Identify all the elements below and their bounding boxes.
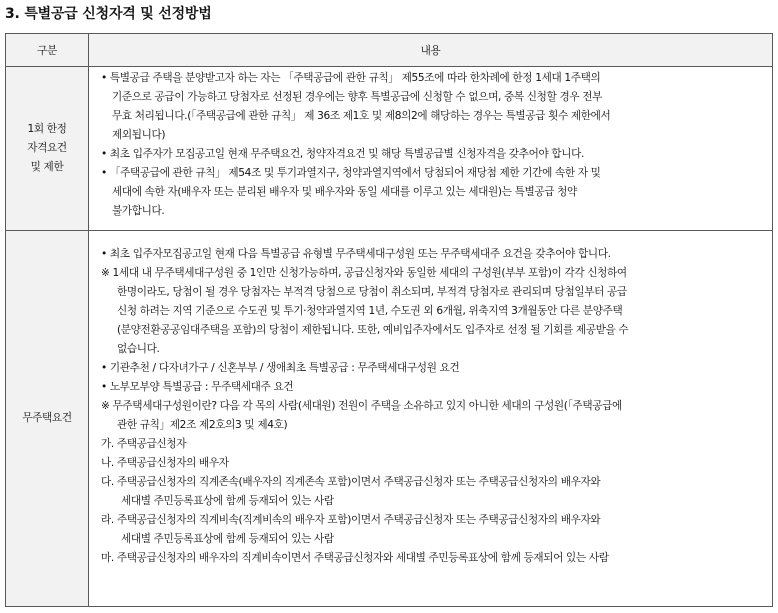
section-title: 3. 특별공급 신청자격 및 선정방법 — [5, 6, 212, 22]
content-line: 관한 규칙」제2조 제2호의3 및 제4호) — [117, 419, 288, 431]
header-row — [6, 34, 773, 67]
content-line: • 노부모부양 특별공급 : 무주택세대주 요건 — [101, 381, 294, 393]
content-line: • 「주택공급에 관한 규칙」 제54조 및 투기과열지구, 청약과열지역에서 당첨되어 재당첨 제한 기간에 속한 자 및 — [101, 167, 601, 179]
content-line: 가. 주택공급신청자 — [101, 438, 187, 450]
row-label-line: 및 제한 — [30, 161, 64, 173]
content-line: 신청 하려는 지역 기준으로 수도권 및 투기·청약과열지역 1년, 수도권 외 6개월, 위축지역 3개월동안 다른 분양주택 — [117, 305, 623, 317]
content-line: 나. 주택공급신청자의 배우자 — [101, 457, 229, 469]
header-category: 구분 — [6, 34, 89, 67]
content-line: 무효 처리됩니다.(「주택공급에 관한 규칙」 제 36조 제1호 및 제8의2에 해당하는 경우는 특별공급 횟수 제한에서 — [112, 110, 611, 122]
row-label-line: 자격요건 — [27, 142, 67, 154]
content-line: • 기관추천 / 다자녀가구 / 신혼부부 / 생애최초 특별공급 : 무주택세대구성원 요건 — [101, 362, 460, 374]
row-label-line: 1회 한정 — [27, 123, 67, 135]
row-label-cell — [6, 231, 89, 607]
content-line: 기준으로 공급이 가능하고 당첨자로 선정된 경우에는 향후 특별공급에 신청할 수 없으며, 중복 신청할 경우 전부 — [112, 91, 603, 103]
content-line: 라. 주택공급신청자의 직계비속(직계비속의 배우자 포함)이면서 주택공급신청자 또는 주택공급신청자의 배우자와 — [101, 514, 601, 526]
row-content-cell — [89, 231, 773, 607]
content-line: ※ 무주택세대구성원이란? 다음 각 목의 사람(세대원) 전원이 주택을 소유하고 있지 아니한 세대의 구성원(「주택공급에 — [101, 400, 622, 412]
content-line: 다. 주택공급신청자의 직계존속(배우자의 직계존속 포함)이면서 주택공급신청자 또는 주택공급신청자의 배우자와 — [101, 476, 601, 488]
table-row — [6, 67, 773, 231]
content-line: • 최초 입주자가 모집공고일 현재 무주택요건, 청약자격요건 및 해당 특별공급별 신청자격을 갖추어야 합니다. — [101, 148, 585, 160]
content-line: • 최초 입주자모집공고일 현재 다음 특별공급 유형별 무주택세대구성원 또는 무주택세대주 요건을 갖추어야 합니다. — [101, 248, 611, 260]
content-line: 마. 주택공급신청자의 배우자의 직계비속이면서 주택공급신청자와 세대별 주민등록표상에 함께 등재되어 있는 사람 — [101, 552, 609, 564]
content-spacer — [101, 233, 764, 245]
content-line: (분양전환공공임대주택을 포함)의 당첨이 제한됩니다. 또한, 예비입주자에서도 입주자로 선정 될 기회를 제공받을 수 — [117, 324, 629, 336]
content-line: 세대별 주민등록표상에 함께 등재되어 있는 사람 — [121, 495, 334, 507]
content-line: 한명이라도, 당첨이 될 경우 당첨자는 부적격 당첨으로 당첨이 취소되며, 부적격 당첨자로 관리되며 당첨일부터 공급 — [117, 286, 627, 298]
content-line: • 특별공급 주택을 분양받고자 하는 자는 「주택공급에 관한 규칙」 제55조에 따라 한차례에 한정 1세대 1주택의 — [101, 72, 601, 84]
header-content: 내용 — [89, 34, 773, 67]
content-line: 없습니다. — [117, 343, 160, 355]
row-label-line: 무주택요건 — [22, 412, 72, 424]
table-row — [6, 231, 773, 607]
content-line: 불가합니다. — [112, 205, 165, 217]
content-line: 세대별 주민등록표상에 함께 등재되어 있는 사람 — [121, 533, 334, 545]
row-label-cell — [6, 67, 89, 231]
content-line: 세대에 속한 자(배우자 또는 분리된 배우자 및 배우자와 동일 세대를 이루고 있는 세대원)는 특별공급 청약 — [112, 186, 577, 198]
content-line: ※ 1세대 내 무주택세대구성원 중 1인만 신청가능하며, 공급신청자와 동일한 세대의 구성원(부부 포함)이 각각 신청하여 — [101, 267, 627, 279]
eligibility-table — [5, 33, 773, 607]
content-line: 제외됩니다) — [112, 129, 166, 141]
row-content-cell — [89, 67, 773, 231]
